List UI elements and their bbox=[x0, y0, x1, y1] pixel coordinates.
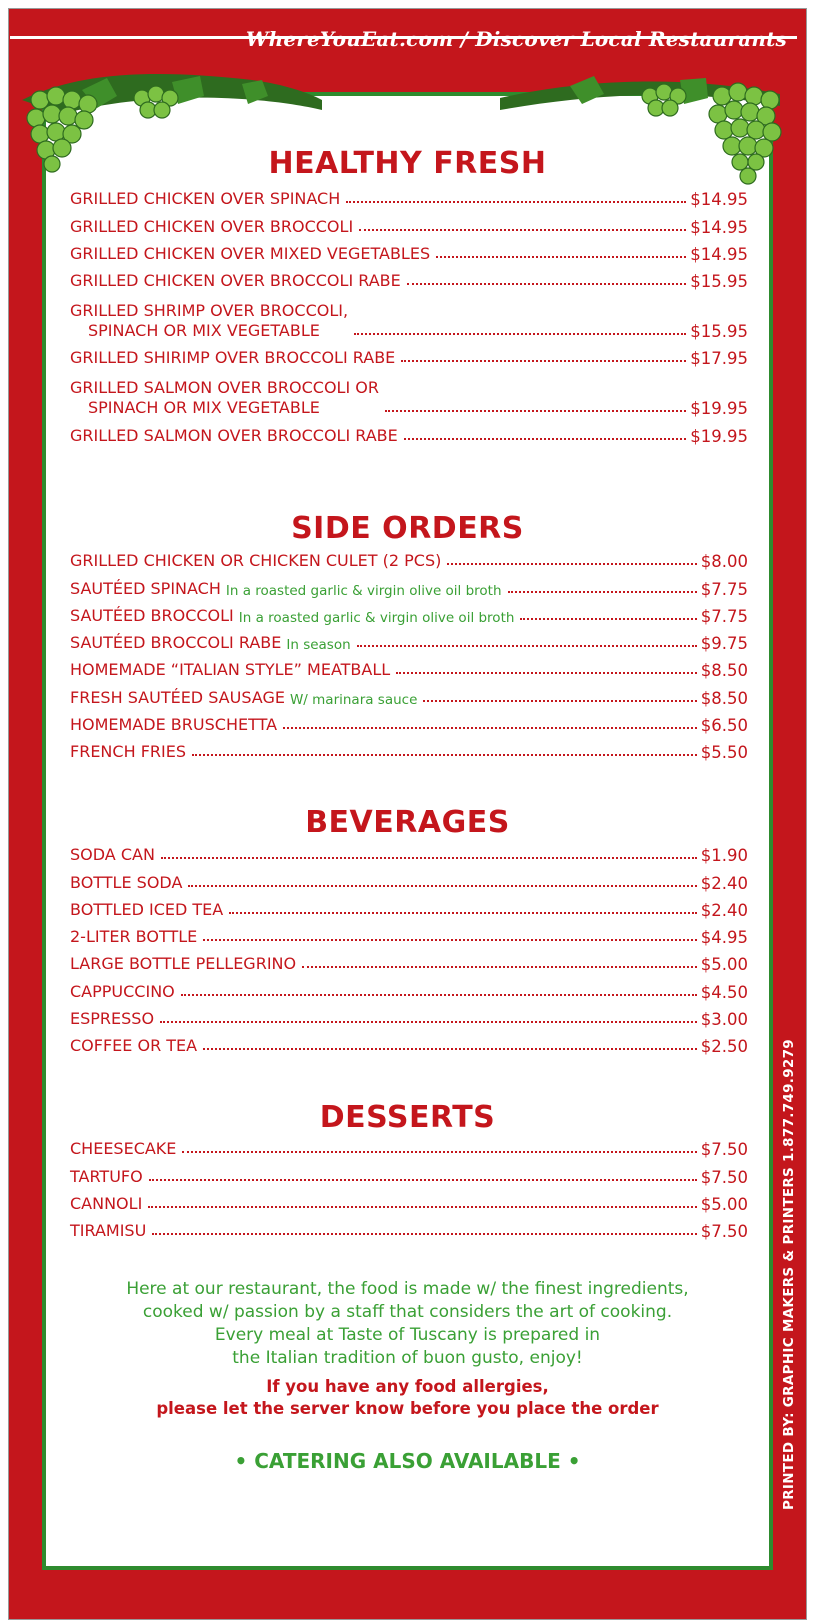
menu-item bbox=[70, 680, 748, 707]
item-price: $15.95 bbox=[690, 322, 748, 342]
item-name: GRILLED SHRIMP OVER BROCCOLI, bbox=[70, 301, 349, 321]
item-price: $19.95 bbox=[690, 399, 748, 419]
leader-dots bbox=[203, 939, 697, 941]
item-price: $6.50 bbox=[700, 716, 748, 736]
leader-dots bbox=[302, 966, 697, 968]
leader-dots bbox=[346, 201, 686, 203]
blurb-line: the Italian tradition of buon gusto, enjoy! bbox=[232, 1348, 583, 1368]
item-price: $1.90 bbox=[700, 846, 748, 866]
item-price: $14.95 bbox=[690, 217, 748, 237]
menu-item bbox=[70, 291, 748, 341]
leader-dots bbox=[396, 672, 697, 674]
item-price: $5.00 bbox=[700, 1194, 748, 1214]
leader-dots bbox=[283, 727, 697, 729]
allergy-line: If you have any food allergies, bbox=[266, 1377, 549, 1396]
section-title-sides: SIDE ORDERS bbox=[291, 511, 524, 546]
section-title-desserts: DESSERTS bbox=[319, 1100, 496, 1135]
menu-item bbox=[70, 182, 748, 209]
catering-banner: • CATERING ALSO AVAILABLE • bbox=[234, 1449, 581, 1473]
menu-item bbox=[70, 368, 748, 418]
item-price: $2.40 bbox=[700, 873, 748, 893]
leader-dots bbox=[152, 1233, 696, 1235]
leader-dots bbox=[423, 700, 696, 702]
menu-item bbox=[70, 571, 748, 598]
item-name: GRILLED CHICKEN OVER BROCCOLI RABE bbox=[70, 271, 401, 291]
restaurant-blurb bbox=[0, 1278, 815, 1370]
leader-dots bbox=[148, 1206, 696, 1208]
item-price: $7.50 bbox=[700, 1222, 748, 1242]
item-name: GRILLED CHICKEN OVER BROCCOLI bbox=[70, 216, 354, 236]
item-price: $5.50 bbox=[700, 743, 748, 763]
item-name: FRENCH FRIES bbox=[70, 742, 186, 762]
leader-dots bbox=[181, 994, 697, 996]
menu-item bbox=[70, 418, 748, 445]
menu-item bbox=[70, 1029, 748, 1056]
leader-dots bbox=[357, 645, 697, 647]
leader-dots bbox=[188, 885, 696, 887]
item-name: CANNOLI bbox=[70, 1193, 143, 1213]
item-name: BOTTLED ICED TEA bbox=[70, 899, 224, 919]
menu-item bbox=[70, 237, 748, 264]
item-name: GRILLED CHICKEN OVER SPINACH bbox=[70, 189, 341, 209]
menu-item bbox=[70, 893, 748, 920]
item-price: $7.75 bbox=[700, 579, 748, 599]
item-note: In a roasted garlic & virgin olive oil broth bbox=[238, 609, 515, 626]
item-note: In season bbox=[286, 637, 351, 654]
item-name: GRILLED CHICKEN OR CHICKEN CULET (2 PCS) bbox=[70, 551, 442, 571]
menu-item bbox=[70, 209, 748, 236]
item-name: GRILLED SHIRIMP OVER BROCCOLI RABE bbox=[70, 348, 396, 368]
menu-item bbox=[70, 1187, 748, 1214]
item-price: $8.50 bbox=[700, 661, 748, 681]
item-price: $3.00 bbox=[700, 1010, 748, 1030]
menu-item bbox=[70, 1214, 748, 1241]
leader-dots bbox=[149, 1179, 697, 1181]
item-price: $19.95 bbox=[690, 426, 748, 446]
menu-list-sides bbox=[70, 544, 748, 762]
item-name: TARTUFO bbox=[70, 1166, 143, 1186]
menu-item bbox=[70, 708, 748, 735]
section-title-healthy: HEALTHY FRESH bbox=[268, 146, 547, 181]
item-note: In a roasted garlic & virgin olive oil broth bbox=[225, 582, 502, 599]
menu-item bbox=[70, 544, 748, 571]
menu-item bbox=[70, 974, 748, 1001]
menu-item bbox=[70, 626, 748, 653]
item-price: $17.95 bbox=[690, 349, 748, 369]
leader-dots bbox=[359, 229, 686, 231]
menu-item bbox=[70, 838, 748, 865]
item-name: FRESH SAUTÉED SAUSAGE bbox=[70, 687, 285, 707]
item-name: GRILLED SALMON OVER BROCCOLI RABE bbox=[70, 425, 398, 445]
item-price: $14.95 bbox=[690, 190, 748, 210]
item-price: $7.50 bbox=[700, 1167, 748, 1187]
item-name: COFFEE OR TEA bbox=[70, 1036, 198, 1056]
item-name: HOMEMADE BRUSCHETTA bbox=[70, 715, 278, 735]
leader-dots bbox=[404, 438, 687, 440]
item-name: TIRAMISU bbox=[70, 1221, 147, 1241]
menu-item bbox=[70, 1159, 748, 1186]
section-title-beverages: BEVERAGES bbox=[305, 805, 510, 840]
printer-credit: PRINTED BY: GRAPHIC MAKERS & PRINTERS 1.877.749.9279 bbox=[781, 1039, 797, 1510]
leader-dots bbox=[192, 754, 697, 756]
menu-item bbox=[70, 947, 748, 974]
item-name: SAUTÉED SPINACH bbox=[70, 578, 221, 598]
item-price: $4.95 bbox=[700, 928, 748, 948]
item-price: $4.50 bbox=[700, 982, 748, 1002]
item-price: $2.40 bbox=[700, 900, 748, 920]
menu-item bbox=[70, 341, 748, 368]
menu-list-desserts bbox=[70, 1132, 748, 1241]
item-name: SAUTÉED BROCCOLI bbox=[70, 605, 234, 625]
item-name: GRILLED SALMON OVER BROCCOLI OR bbox=[70, 378, 379, 398]
item-name: CHEESECAKE bbox=[70, 1139, 177, 1159]
menu-item bbox=[70, 599, 748, 626]
leader-dots bbox=[401, 360, 686, 362]
item-price: $8.50 bbox=[700, 688, 748, 708]
menu-item bbox=[70, 653, 748, 680]
site-title[interactable]: WhereYouEat.com / Discover Local Restaurants bbox=[245, 27, 787, 51]
leader-dots bbox=[447, 563, 696, 565]
item-price: $9.75 bbox=[700, 634, 748, 654]
leader-dots bbox=[407, 283, 687, 285]
item-name: CAPPUCCINO bbox=[70, 981, 175, 1001]
menu-item bbox=[70, 264, 748, 291]
leader-dots bbox=[508, 591, 697, 593]
item-name: GRILLED CHICKEN OVER MIXED VEGETABLES bbox=[70, 243, 431, 263]
item-price: $8.00 bbox=[700, 552, 748, 572]
blurb-line: Here at our restaurant, the food is made w/ the finest ingredients, bbox=[126, 1279, 689, 1299]
menu-list-beverages bbox=[70, 838, 748, 1056]
item-name: SODA CAN bbox=[70, 845, 155, 865]
item-name: SAUTÉED BROCCOLI RABE bbox=[70, 633, 282, 653]
allergy-notice bbox=[0, 1376, 815, 1420]
menu-item bbox=[70, 920, 748, 947]
item-name: HOMEMADE “ITALIAN STYLE” MEATBALL bbox=[70, 660, 391, 680]
leader-dots bbox=[182, 1151, 696, 1153]
leader-dots bbox=[436, 256, 686, 258]
item-name-line2: SPINACH OR MIX VEGETABLE bbox=[88, 398, 320, 418]
item-price: $2.50 bbox=[700, 1037, 748, 1057]
leader-dots bbox=[161, 857, 697, 859]
menu-item bbox=[70, 1002, 748, 1029]
leader-dots bbox=[229, 912, 697, 914]
item-name: BOTTLE SODA bbox=[70, 872, 183, 892]
item-name: ESPRESSO bbox=[70, 1009, 155, 1029]
item-price: $7.75 bbox=[700, 606, 748, 626]
item-note: W/ marinara sauce bbox=[289, 691, 418, 708]
leader-dots bbox=[385, 410, 686, 412]
item-price: $15.95 bbox=[690, 272, 748, 292]
leader-dots bbox=[203, 1048, 697, 1050]
item-name-line2: SPINACH OR MIX VEGETABLE bbox=[88, 321, 320, 341]
item-price: $5.00 bbox=[700, 955, 748, 975]
menu-item bbox=[70, 735, 748, 762]
leader-dots bbox=[520, 618, 696, 620]
blurb-line: cooked w/ passion by a staff that considers the art of cooking. bbox=[142, 1302, 673, 1322]
item-name: 2-LITER BOTTLE bbox=[70, 927, 198, 947]
menu-list-healthy bbox=[70, 182, 748, 446]
leader-dots bbox=[160, 1021, 697, 1023]
item-price: $7.50 bbox=[700, 1140, 748, 1160]
item-name: LARGE BOTTLE PELLEGRINO bbox=[70, 954, 297, 974]
blurb-line: Every meal at Taste of Tuscany is prepared in bbox=[214, 1325, 601, 1345]
menu-item bbox=[70, 865, 748, 892]
leader-dots bbox=[354, 333, 686, 335]
menu-item bbox=[70, 1132, 748, 1159]
allergy-line: please let the server know before you place the order bbox=[156, 1399, 659, 1418]
item-price: $14.95 bbox=[690, 244, 748, 264]
